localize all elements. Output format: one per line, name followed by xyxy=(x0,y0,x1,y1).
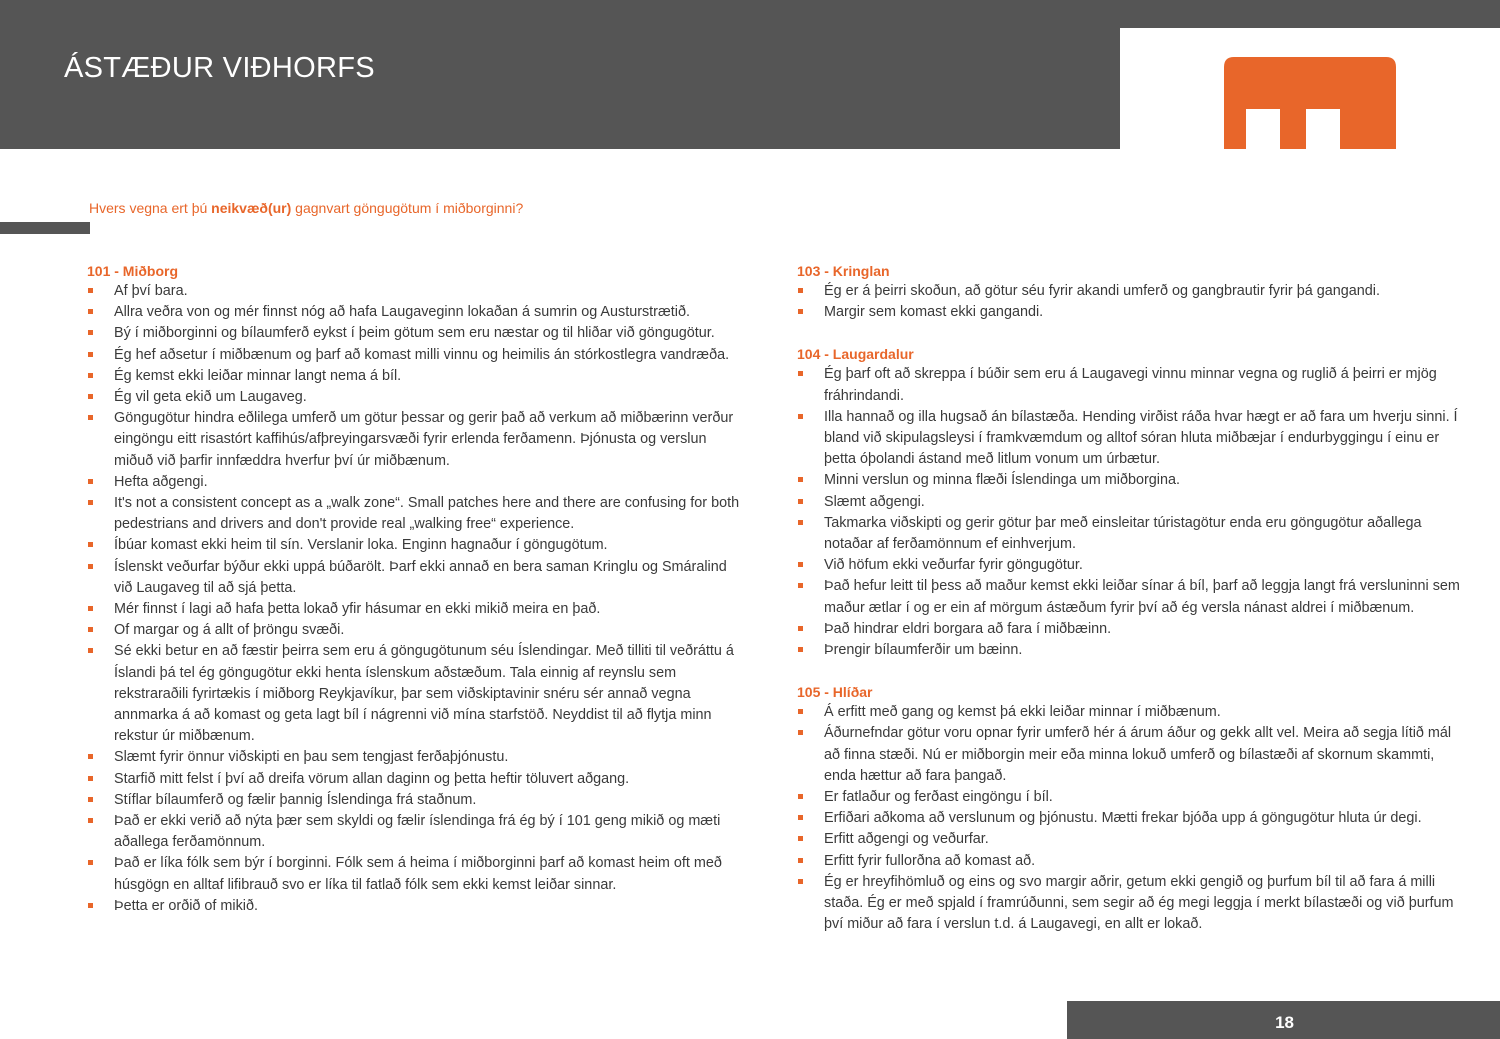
response-item: Það hindrar eldri borgara að fara í miðbæinn. xyxy=(797,619,1465,640)
section-title: 101 - Miðborg xyxy=(87,263,179,279)
response-item: Takmarka viðskipti og gerir götur þar með einsleitar túristagötur enda eru göngugötur aðallega notaðar af ferðamönnum ef einhverjum. xyxy=(797,513,1465,555)
question-emphasis: neikvæð(ur) xyxy=(211,200,292,216)
logo-icon xyxy=(1224,57,1396,149)
response-item: Er fatlaður og ferðast eingöngu í bíl. xyxy=(797,787,1465,808)
response-item: Ég kemst ekki leiðar minnar langt nema á bíl. xyxy=(87,366,749,387)
section-title: 104 - Laugardalur xyxy=(797,346,914,363)
response-item: Slæmt aðgengi. xyxy=(797,492,1465,513)
response-item: Áðurnefndar götur voru opnar fyrir umferð hér á árum áður og gekk allt vel. Meira að segja lítið mál að finna stæði. Nú er miðborgin meir eða minna lokuð umferð og bílastæði af skornum skammti, enda hættur að fara þangað. xyxy=(797,723,1465,787)
response-item: Of margar og á allt of þröngu svæði. xyxy=(87,620,749,641)
response-item: Við höfum ekki veðurfar fyrir göngugötur. xyxy=(797,555,1465,576)
response-list xyxy=(797,364,1465,661)
response-item: Ég hef aðsetur í miðbænum og þarf að komast milli vinnu og heimilis án stórkostlegra vandræða. xyxy=(87,345,749,366)
page-footer xyxy=(1067,1001,1500,1039)
section-title: 103 - Kringlan xyxy=(797,263,890,279)
response-item: Mér finnst í lagi að hafa þetta lokað yfir hásumar en ekki mikið meira en það. xyxy=(87,599,749,620)
response-item: Ég er á þeirri skoðun, að götur séu fyrir akandi umferð og gangbrautir fyrir þá gangandi. xyxy=(797,281,1465,302)
response-item: Það hefur leitt til þess að maður kemst ekki leiðar sínar á bíl, þarf að leggja langt frá versluninni sem maður ætlar í og er ein af mörgum ástæðum fyrir því að ég versla nánast aldrei í miðbænum. xyxy=(797,576,1465,618)
response-item: Starfið mitt felst í því að dreifa vörum allan daginn og þetta heftir töluvert aðgang. xyxy=(87,769,749,790)
response-item: Þrengir bílaumferðir um bæinn. xyxy=(797,640,1465,661)
response-list xyxy=(797,702,1465,935)
right-column xyxy=(797,262,1465,957)
response-item: Af því bara. xyxy=(87,281,749,302)
logo-panel xyxy=(1120,28,1500,149)
response-item: Íslenskt veðurfar býður ekki uppá búðarölt. Þarf ekki annað en bera saman Kringlu og Smáralind við Laugaveg til að sjá þetta. xyxy=(87,557,749,599)
page-title: ÁSTÆÐUR VIÐHORFS xyxy=(64,52,375,84)
response-item: Ég er hreyfihömluð og eins og svo margir aðrir, getum ekki gengið og þurfum bíl til að fara á milli staða. Ég er með spjald í framrúðunni, sem segir að ég megi leggja í merkt bílastæði og við þurfum því miður að fara í verslun t.d. á Laugavegi, en allt er lokað. xyxy=(797,872,1465,936)
accent-rule xyxy=(0,222,90,234)
response-item: Erfitt aðgengi og veðurfar. xyxy=(797,829,1465,850)
response-item: Sé ekki betur en að fæstir þeirra sem eru á göngugötunum séu Íslendingar. Með tilliti til veðráttu á Íslandi þá tel ég göngugötur ekki henta íslenskum aðstæðum. Tala einnig af reynslu sem rekstraraðili fyrirtækis í miðborg Reykjavíkur, þar sem viðskiptavinir snéru sér annað vegna annmarka á að komast og geta lagt bíl í nágrenni við mína starfstöð. Neyddist til að flytja minn rekstur úr miðbænum. xyxy=(87,641,749,747)
response-item: Allra veðra von og mér finnst nóg að hafa Laugaveginn lokaðan á sumrin og Austurstrætið. xyxy=(87,302,749,323)
response-item: Illa hannað og illa hugsað án bílastæða. Hending virðist ráða hvar hægt er að fara um hverju sinni. Í bland við skipulagsleysi í framkvæmdum og alltof sóran hluta miðbæjar í endurbyggingu í einu er þetta óþolandi ástand með litlum vonum um úrbætur. xyxy=(797,407,1465,471)
question-prefix: Hvers vegna ert þú xyxy=(89,200,212,216)
response-item: Erfiðari aðkoma að verslunum og þjónustu. Mætti frekar bjóða upp á göngugötur hluta úr degi. xyxy=(797,808,1465,829)
page-number: 18 xyxy=(1275,1013,1294,1032)
response-list xyxy=(797,281,1465,323)
response-item: Slæmt fyrir önnur viðskipti en þau sem tengjast ferðaþjónustu. xyxy=(87,747,749,768)
response-item: Það er líka fólk sem býr í borginni. Fólk sem á heima í miðborginni þarf að komast heim oft með húsgögn en alltaf lifibrauð svo er líka til fatlað fólk sem ekki kemst leiðar sinnar. xyxy=(87,853,749,895)
left-column xyxy=(87,262,749,939)
response-item: Ég vil geta ekið um Laugaveg. xyxy=(87,387,749,408)
response-section xyxy=(797,345,1465,661)
section-title: 105 - Hlíðar xyxy=(797,684,873,701)
response-section xyxy=(797,683,1465,935)
response-item: Á erfitt með gang og kemst þá ekki leiðar minnar í miðbænum. xyxy=(797,702,1465,723)
survey-question xyxy=(89,200,523,216)
question-suffix: gagnvart göngugötum í miðborginni? xyxy=(291,200,524,216)
response-item: Erfitt fyrir fullorðna að komast að. xyxy=(797,851,1465,872)
response-section xyxy=(797,262,1465,323)
response-item: Þetta er orðið of mikið. xyxy=(87,896,749,917)
response-item: Bý í miðborginni og bílaumferð eykst í þeim götum sem eru næstar og til hliðar við göngugötur. xyxy=(87,323,749,344)
response-item: Það er ekki verið að nýta þær sem skyldi og fælir íslendinga frá ég bý í 101 geng mikið og mæti aðallega ferðamönnum. xyxy=(87,811,749,853)
response-item: Ég þarf oft að skreppa í búðir sem eru á Laugavegi vinnu minnar vegna og ruglið á þeirri er mjög fráhrindandi. xyxy=(797,364,1465,406)
response-item: Íbúar komast ekki heim til sín. Verslanir loka. Enginn hagnaður í göngugötum. xyxy=(87,535,749,556)
response-item: Göngugötur hindra eðlilega umferð um götur þessar og gerir það að verkum að miðbærinn verður eingöngu eitt risastórt kaffihús/afþreyingarsvæði fyrir erlenda ferðamenn. Þjónusta og verslun miðuð við þarfir innfæddra hverfur því úr miðbænum. xyxy=(87,408,749,472)
response-section xyxy=(87,262,749,917)
response-list xyxy=(87,281,749,917)
response-item: It's not a consistent concept as a „walk zone“. Small patches here and there are confusing for both pedestrians and drivers and don't provide real „walking free“ experience. xyxy=(87,493,749,535)
response-item: Margir sem komast ekki gangandi. xyxy=(797,302,1465,323)
response-item: Hefta aðgengi. xyxy=(87,472,749,493)
response-item: Minni verslun og minna flæði Íslendinga um miðborgina. xyxy=(797,470,1465,491)
response-item: Stíflar bílaumferð og fælir þannig Íslendinga frá staðnum. xyxy=(87,790,749,811)
